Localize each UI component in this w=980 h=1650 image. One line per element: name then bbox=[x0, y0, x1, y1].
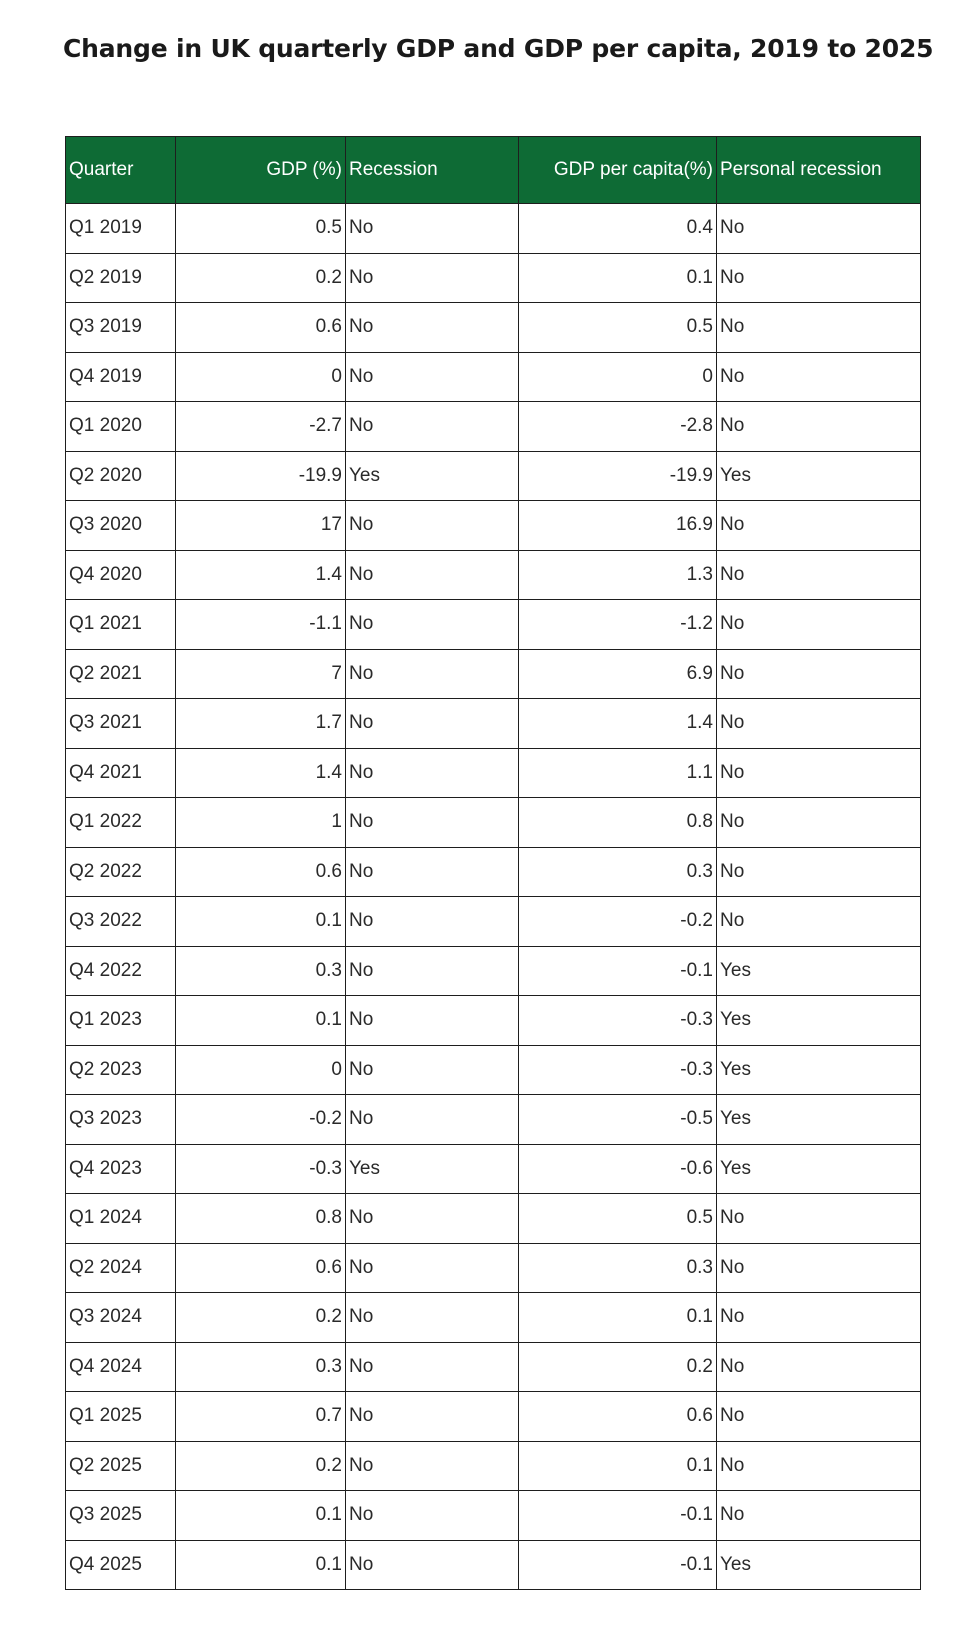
cell-recession: No bbox=[346, 699, 519, 749]
table-row bbox=[66, 1540, 921, 1590]
cell-personal-recession: No bbox=[717, 600, 921, 650]
cell-quarter: Q4 2019 bbox=[66, 352, 176, 402]
cell-recession: No bbox=[346, 897, 519, 947]
cell-gdp: 0.6 bbox=[176, 303, 346, 353]
cell-gdp: 0.3 bbox=[176, 1342, 346, 1392]
cell-gdp: 1.4 bbox=[176, 748, 346, 798]
cell-quarter: Q3 2020 bbox=[66, 501, 176, 551]
table-row bbox=[66, 649, 921, 699]
table-row bbox=[66, 451, 921, 501]
table-row bbox=[66, 1144, 921, 1194]
cell-personal-recession: Yes bbox=[717, 451, 921, 501]
cell-gdp-per-capita: -0.1 bbox=[519, 1540, 717, 1590]
cell-gdp-per-capita: 0.2 bbox=[519, 1342, 717, 1392]
cell-recession: No bbox=[346, 303, 519, 353]
cell-recession: No bbox=[346, 1045, 519, 1095]
cell-quarter: Q4 2024 bbox=[66, 1342, 176, 1392]
table-row bbox=[66, 204, 921, 254]
table-row bbox=[66, 1491, 921, 1541]
cell-gdp: -2.7 bbox=[176, 402, 346, 452]
cell-quarter: Q3 2019 bbox=[66, 303, 176, 353]
cell-personal-recession: No bbox=[717, 1243, 921, 1293]
cell-personal-recession: No bbox=[717, 1194, 921, 1244]
cell-recession: No bbox=[346, 253, 519, 303]
cell-recession: No bbox=[346, 1194, 519, 1244]
table-row bbox=[66, 1392, 921, 1442]
cell-personal-recession: No bbox=[717, 649, 921, 699]
cell-personal-recession: No bbox=[717, 402, 921, 452]
cell-quarter: Q4 2023 bbox=[66, 1144, 176, 1194]
cell-recession: No bbox=[346, 501, 519, 551]
cell-recession: No bbox=[346, 600, 519, 650]
cell-quarter: Q1 2023 bbox=[66, 996, 176, 1046]
cell-quarter: Q2 2022 bbox=[66, 847, 176, 897]
cell-personal-recession: No bbox=[717, 501, 921, 551]
cell-personal-recession: No bbox=[717, 303, 921, 353]
header-personal-recession: Personal recession bbox=[717, 137, 921, 204]
cell-gdp: 0.5 bbox=[176, 204, 346, 254]
table-row bbox=[66, 600, 921, 650]
header-gdp-per-capita: GDP per capita(%) bbox=[519, 137, 717, 204]
cell-recession: No bbox=[346, 1540, 519, 1590]
cell-recession: Yes bbox=[346, 451, 519, 501]
cell-quarter: Q1 2021 bbox=[66, 600, 176, 650]
cell-recession: No bbox=[346, 649, 519, 699]
cell-personal-recession: No bbox=[717, 550, 921, 600]
cell-personal-recession: Yes bbox=[717, 1540, 921, 1590]
cell-gdp: -19.9 bbox=[176, 451, 346, 501]
table-row bbox=[66, 253, 921, 303]
cell-gdp-per-capita: 1.4 bbox=[519, 699, 717, 749]
cell-gdp: -0.3 bbox=[176, 1144, 346, 1194]
cell-gdp-per-capita: 0.8 bbox=[519, 798, 717, 848]
cell-gdp-per-capita: -19.9 bbox=[519, 451, 717, 501]
cell-recession: No bbox=[346, 550, 519, 600]
cell-personal-recession: No bbox=[717, 1491, 921, 1541]
cell-recession: No bbox=[346, 996, 519, 1046]
cell-recession: No bbox=[346, 1342, 519, 1392]
cell-quarter: Q3 2022 bbox=[66, 897, 176, 947]
table-row bbox=[66, 402, 921, 452]
cell-gdp-per-capita: 1.1 bbox=[519, 748, 717, 798]
cell-personal-recession: No bbox=[717, 204, 921, 254]
gdp-table bbox=[65, 136, 921, 1590]
cell-gdp-per-capita: -0.6 bbox=[519, 1144, 717, 1194]
cell-quarter: Q4 2020 bbox=[66, 550, 176, 600]
cell-personal-recession: Yes bbox=[717, 1045, 921, 1095]
cell-gdp: 1.7 bbox=[176, 699, 346, 749]
cell-recession: No bbox=[346, 1243, 519, 1293]
cell-quarter: Q3 2024 bbox=[66, 1293, 176, 1343]
cell-recession: No bbox=[346, 1491, 519, 1541]
table-row bbox=[66, 1293, 921, 1343]
cell-gdp-per-capita: 0.3 bbox=[519, 847, 717, 897]
cell-gdp: 0.3 bbox=[176, 946, 346, 996]
cell-quarter: Q2 2024 bbox=[66, 1243, 176, 1293]
cell-quarter: Q2 2023 bbox=[66, 1045, 176, 1095]
table-row bbox=[66, 1095, 921, 1145]
cell-gdp-per-capita: -0.3 bbox=[519, 996, 717, 1046]
cell-gdp: -1.1 bbox=[176, 600, 346, 650]
cell-personal-recession: No bbox=[717, 897, 921, 947]
cell-recession: No bbox=[346, 847, 519, 897]
cell-gdp-per-capita: -0.1 bbox=[519, 946, 717, 996]
cell-personal-recession: Yes bbox=[717, 946, 921, 996]
cell-gdp-per-capita: 0.1 bbox=[519, 253, 717, 303]
table-row bbox=[66, 996, 921, 1046]
table-row bbox=[66, 748, 921, 798]
cell-gdp: 0 bbox=[176, 352, 346, 402]
cell-gdp: 1 bbox=[176, 798, 346, 848]
cell-gdp-per-capita: -2.8 bbox=[519, 402, 717, 452]
cell-gdp-per-capita: 0.6 bbox=[519, 1392, 717, 1442]
header-gdp: GDP (%) bbox=[176, 137, 346, 204]
cell-personal-recession: No bbox=[717, 847, 921, 897]
cell-gdp-per-capita: 0.1 bbox=[519, 1293, 717, 1343]
cell-personal-recession: Yes bbox=[717, 996, 921, 1046]
cell-gdp: -0.2 bbox=[176, 1095, 346, 1145]
table-row bbox=[66, 847, 921, 897]
cell-recession: Yes bbox=[346, 1144, 519, 1194]
cell-gdp-per-capita: 0.5 bbox=[519, 303, 717, 353]
cell-gdp: 0.2 bbox=[176, 1293, 346, 1343]
table-row bbox=[66, 303, 921, 353]
table-row bbox=[66, 1441, 921, 1491]
cell-gdp: 0.6 bbox=[176, 1243, 346, 1293]
cell-quarter: Q2 2019 bbox=[66, 253, 176, 303]
cell-gdp: 0.8 bbox=[176, 1194, 346, 1244]
cell-quarter: Q1 2024 bbox=[66, 1194, 176, 1244]
cell-quarter: Q4 2021 bbox=[66, 748, 176, 798]
table-body bbox=[66, 204, 921, 1590]
cell-recession: No bbox=[346, 352, 519, 402]
cell-gdp-per-capita: 6.9 bbox=[519, 649, 717, 699]
table-row bbox=[66, 798, 921, 848]
cell-recession: No bbox=[346, 1293, 519, 1343]
cell-personal-recession: No bbox=[717, 1392, 921, 1442]
cell-recession: No bbox=[346, 798, 519, 848]
cell-quarter: Q1 2022 bbox=[66, 798, 176, 848]
cell-gdp-per-capita: -0.5 bbox=[519, 1095, 717, 1145]
table-row bbox=[66, 1194, 921, 1244]
cell-quarter: Q3 2023 bbox=[66, 1095, 176, 1145]
cell-gdp-per-capita: 0.4 bbox=[519, 204, 717, 254]
table-row bbox=[66, 550, 921, 600]
cell-personal-recession: No bbox=[717, 699, 921, 749]
cell-quarter: Q1 2019 bbox=[66, 204, 176, 254]
cell-gdp: 0.2 bbox=[176, 1441, 346, 1491]
table-row bbox=[66, 501, 921, 551]
cell-gdp: 0 bbox=[176, 1045, 346, 1095]
page-title: Change in UK quarterly GDP and GDP per capita, 2019 to 2025 bbox=[63, 34, 934, 63]
cell-quarter: Q2 2021 bbox=[66, 649, 176, 699]
cell-personal-recession: No bbox=[717, 1342, 921, 1392]
cell-gdp-per-capita: 0 bbox=[519, 352, 717, 402]
cell-gdp: 7 bbox=[176, 649, 346, 699]
cell-recession: No bbox=[346, 748, 519, 798]
cell-recession: No bbox=[346, 204, 519, 254]
cell-personal-recession: Yes bbox=[717, 1095, 921, 1145]
cell-quarter: Q2 2025 bbox=[66, 1441, 176, 1491]
table-header bbox=[66, 137, 921, 204]
cell-gdp: 1.4 bbox=[176, 550, 346, 600]
header-row bbox=[66, 137, 921, 204]
cell-personal-recession: No bbox=[717, 1293, 921, 1343]
cell-personal-recession: No bbox=[717, 253, 921, 303]
cell-gdp-per-capita: 0.1 bbox=[519, 1441, 717, 1491]
cell-gdp-per-capita: 0.3 bbox=[519, 1243, 717, 1293]
cell-quarter: Q1 2025 bbox=[66, 1392, 176, 1442]
cell-gdp: 0.6 bbox=[176, 847, 346, 897]
table-row bbox=[66, 1342, 921, 1392]
cell-gdp-per-capita: 0.5 bbox=[519, 1194, 717, 1244]
cell-gdp-per-capita: 16.9 bbox=[519, 501, 717, 551]
header-recession: Recession bbox=[346, 137, 519, 204]
cell-gdp-per-capita: -0.2 bbox=[519, 897, 717, 947]
cell-personal-recession: No bbox=[717, 748, 921, 798]
cell-gdp: 0.1 bbox=[176, 1540, 346, 1590]
table-row bbox=[66, 352, 921, 402]
cell-gdp-per-capita: 1.3 bbox=[519, 550, 717, 600]
cell-quarter: Q2 2020 bbox=[66, 451, 176, 501]
cell-gdp: 0.2 bbox=[176, 253, 346, 303]
table-row bbox=[66, 699, 921, 749]
cell-quarter: Q3 2021 bbox=[66, 699, 176, 749]
cell-quarter: Q1 2020 bbox=[66, 402, 176, 452]
cell-gdp: 0.1 bbox=[176, 897, 346, 947]
cell-personal-recession: No bbox=[717, 1441, 921, 1491]
cell-quarter: Q4 2022 bbox=[66, 946, 176, 996]
cell-personal-recession: No bbox=[717, 352, 921, 402]
cell-gdp-per-capita: -0.3 bbox=[519, 1045, 717, 1095]
cell-gdp: 0.1 bbox=[176, 1491, 346, 1541]
cell-personal-recession: No bbox=[717, 798, 921, 848]
cell-recession: No bbox=[346, 1095, 519, 1145]
cell-gdp-per-capita: -0.1 bbox=[519, 1491, 717, 1541]
table-row bbox=[66, 1243, 921, 1293]
cell-recession: No bbox=[346, 1441, 519, 1491]
cell-gdp-per-capita: -1.2 bbox=[519, 600, 717, 650]
cell-recession: No bbox=[346, 402, 519, 452]
cell-quarter: Q4 2025 bbox=[66, 1540, 176, 1590]
cell-gdp: 0.1 bbox=[176, 996, 346, 1046]
header-quarter: Quarter bbox=[66, 137, 176, 204]
cell-personal-recession: Yes bbox=[717, 1144, 921, 1194]
cell-recession: No bbox=[346, 946, 519, 996]
cell-recession: No bbox=[346, 1392, 519, 1442]
table-row bbox=[66, 1045, 921, 1095]
cell-gdp: 0.7 bbox=[176, 1392, 346, 1442]
table-row bbox=[66, 946, 921, 996]
cell-quarter: Q3 2025 bbox=[66, 1491, 176, 1541]
cell-gdp: 17 bbox=[176, 501, 346, 551]
table-row bbox=[66, 897, 921, 947]
